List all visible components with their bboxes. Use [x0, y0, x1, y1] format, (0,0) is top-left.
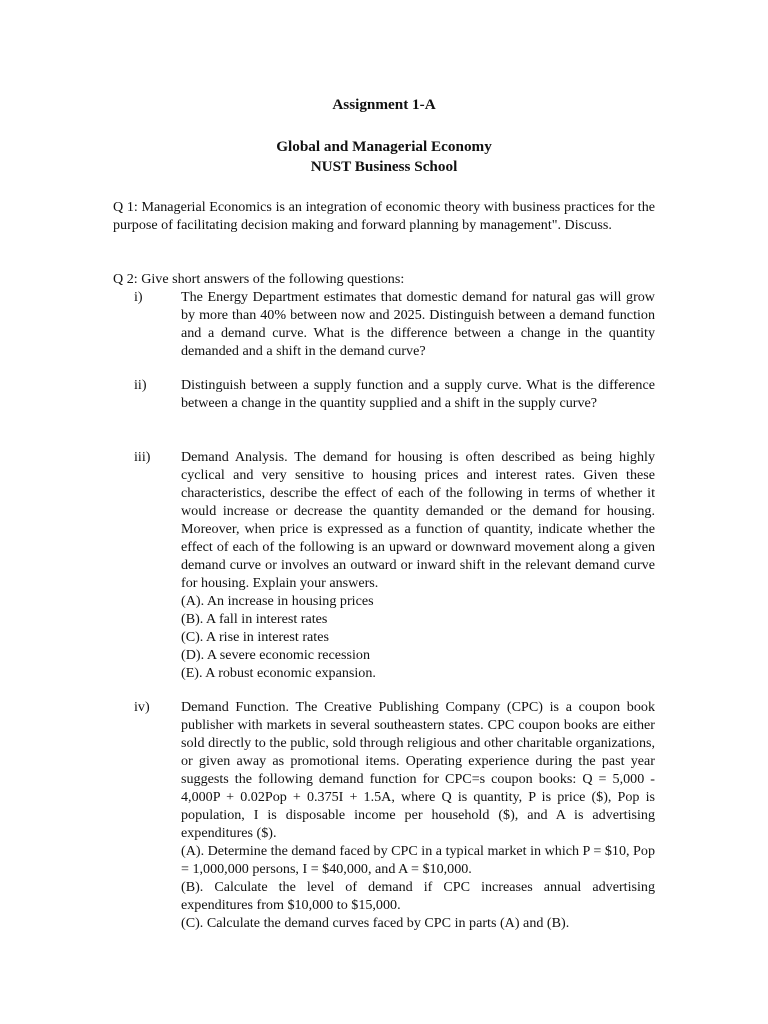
item-iii — [181, 448, 655, 682]
course-title: Global and Managerial Economy — [276, 138, 492, 155]
item-iii-part-a: (A). An increase in housing prices — [181, 593, 374, 609]
question-2-heading: Q 2: Give short answers of the following questions: — [113, 271, 405, 287]
item-iii-number: iii) — [134, 449, 151, 465]
item-iv-text: Demand Function. The Creative Publishing Company (CPC) is a coupon book publisher with markets in several southeastern states. CPC coupon books are either sold directly to the public, sold through religious and other charitable organizations, or given away as promotional items. Operating experience during the past year suggests the following demand function for CPC=s coupon books: Q = 5,000 - 4,000P + 0.02Pop + 0.375I + 1.5A, where Q is quantity, P is price ($), Pop is population, I is disposable income per household ($), and A is advertising expenditures ($). — [181, 699, 655, 841]
item-ii-number: ii) — [134, 377, 147, 393]
item-i-text: The Energy Department estimates that domestic demand for natural gas will grow by more than 40% between now and 2025. Distinguish between a demand function and a demand curve. What is the difference between a change in the quantity demanded and a shift in the demand curve? — [181, 289, 655, 359]
item-iv-number: iv) — [134, 699, 150, 715]
question-1: Q 1: Managerial Economics is an integration of economic theory with business practices for the purpose of facilitating decision making and forward planning by management". Discuss. — [113, 199, 655, 233]
item-iii-part-c: (C). A rise in interest rates — [181, 629, 329, 645]
item-ii-text: Distinguish between a supply function and a supply curve. What is the difference between a change in the quantity supplied and a shift in the supply curve? — [181, 377, 655, 411]
item-i — [181, 288, 655, 360]
item-iv-part-c: (C). Calculate the demand curves faced by CPC in parts (A) and (B). — [181, 915, 570, 931]
item-iii-part-e: (E). A robust economic expansion. — [181, 665, 376, 681]
item-iv-part-b: (B). Calculate the level of demand if CPC increases annual advertising expenditures from $10,000 to $15,000. — [181, 879, 655, 913]
item-iv-part-a: (A). Determine the demand faced by CPC in a typical market in which P = $10, Pop = 1,000,000 persons, I = $40,000, and A = $10,000. — [181, 843, 655, 877]
item-iii-part-b: (B). A fall in interest rates — [181, 611, 328, 627]
item-ii — [181, 376, 655, 412]
item-iv — [181, 698, 655, 932]
item-i-number: i) — [134, 289, 143, 305]
item-iii-part-d: (D). A severe economic recession — [181, 647, 371, 663]
assignment-title: Assignment 1-A — [332, 96, 436, 113]
school-title: NUST Business School — [310, 158, 458, 175]
item-iii-text: Demand Analysis. The demand for housing is often described as being highly cyclical and very sensitive to housing prices and interest rates. Given these characteristics, describe the effect of each of the following in terms of whether it would increase or decrease the quantity demanded or the demand for housing. Moreover, when price is expressed as a function of quantity, indicate whether the effect of each of the following is an upward or downward movement along a given demand curve or involves an outward or inward shift in the relevant demand curve for housing. Explain your answers. — [181, 449, 655, 591]
